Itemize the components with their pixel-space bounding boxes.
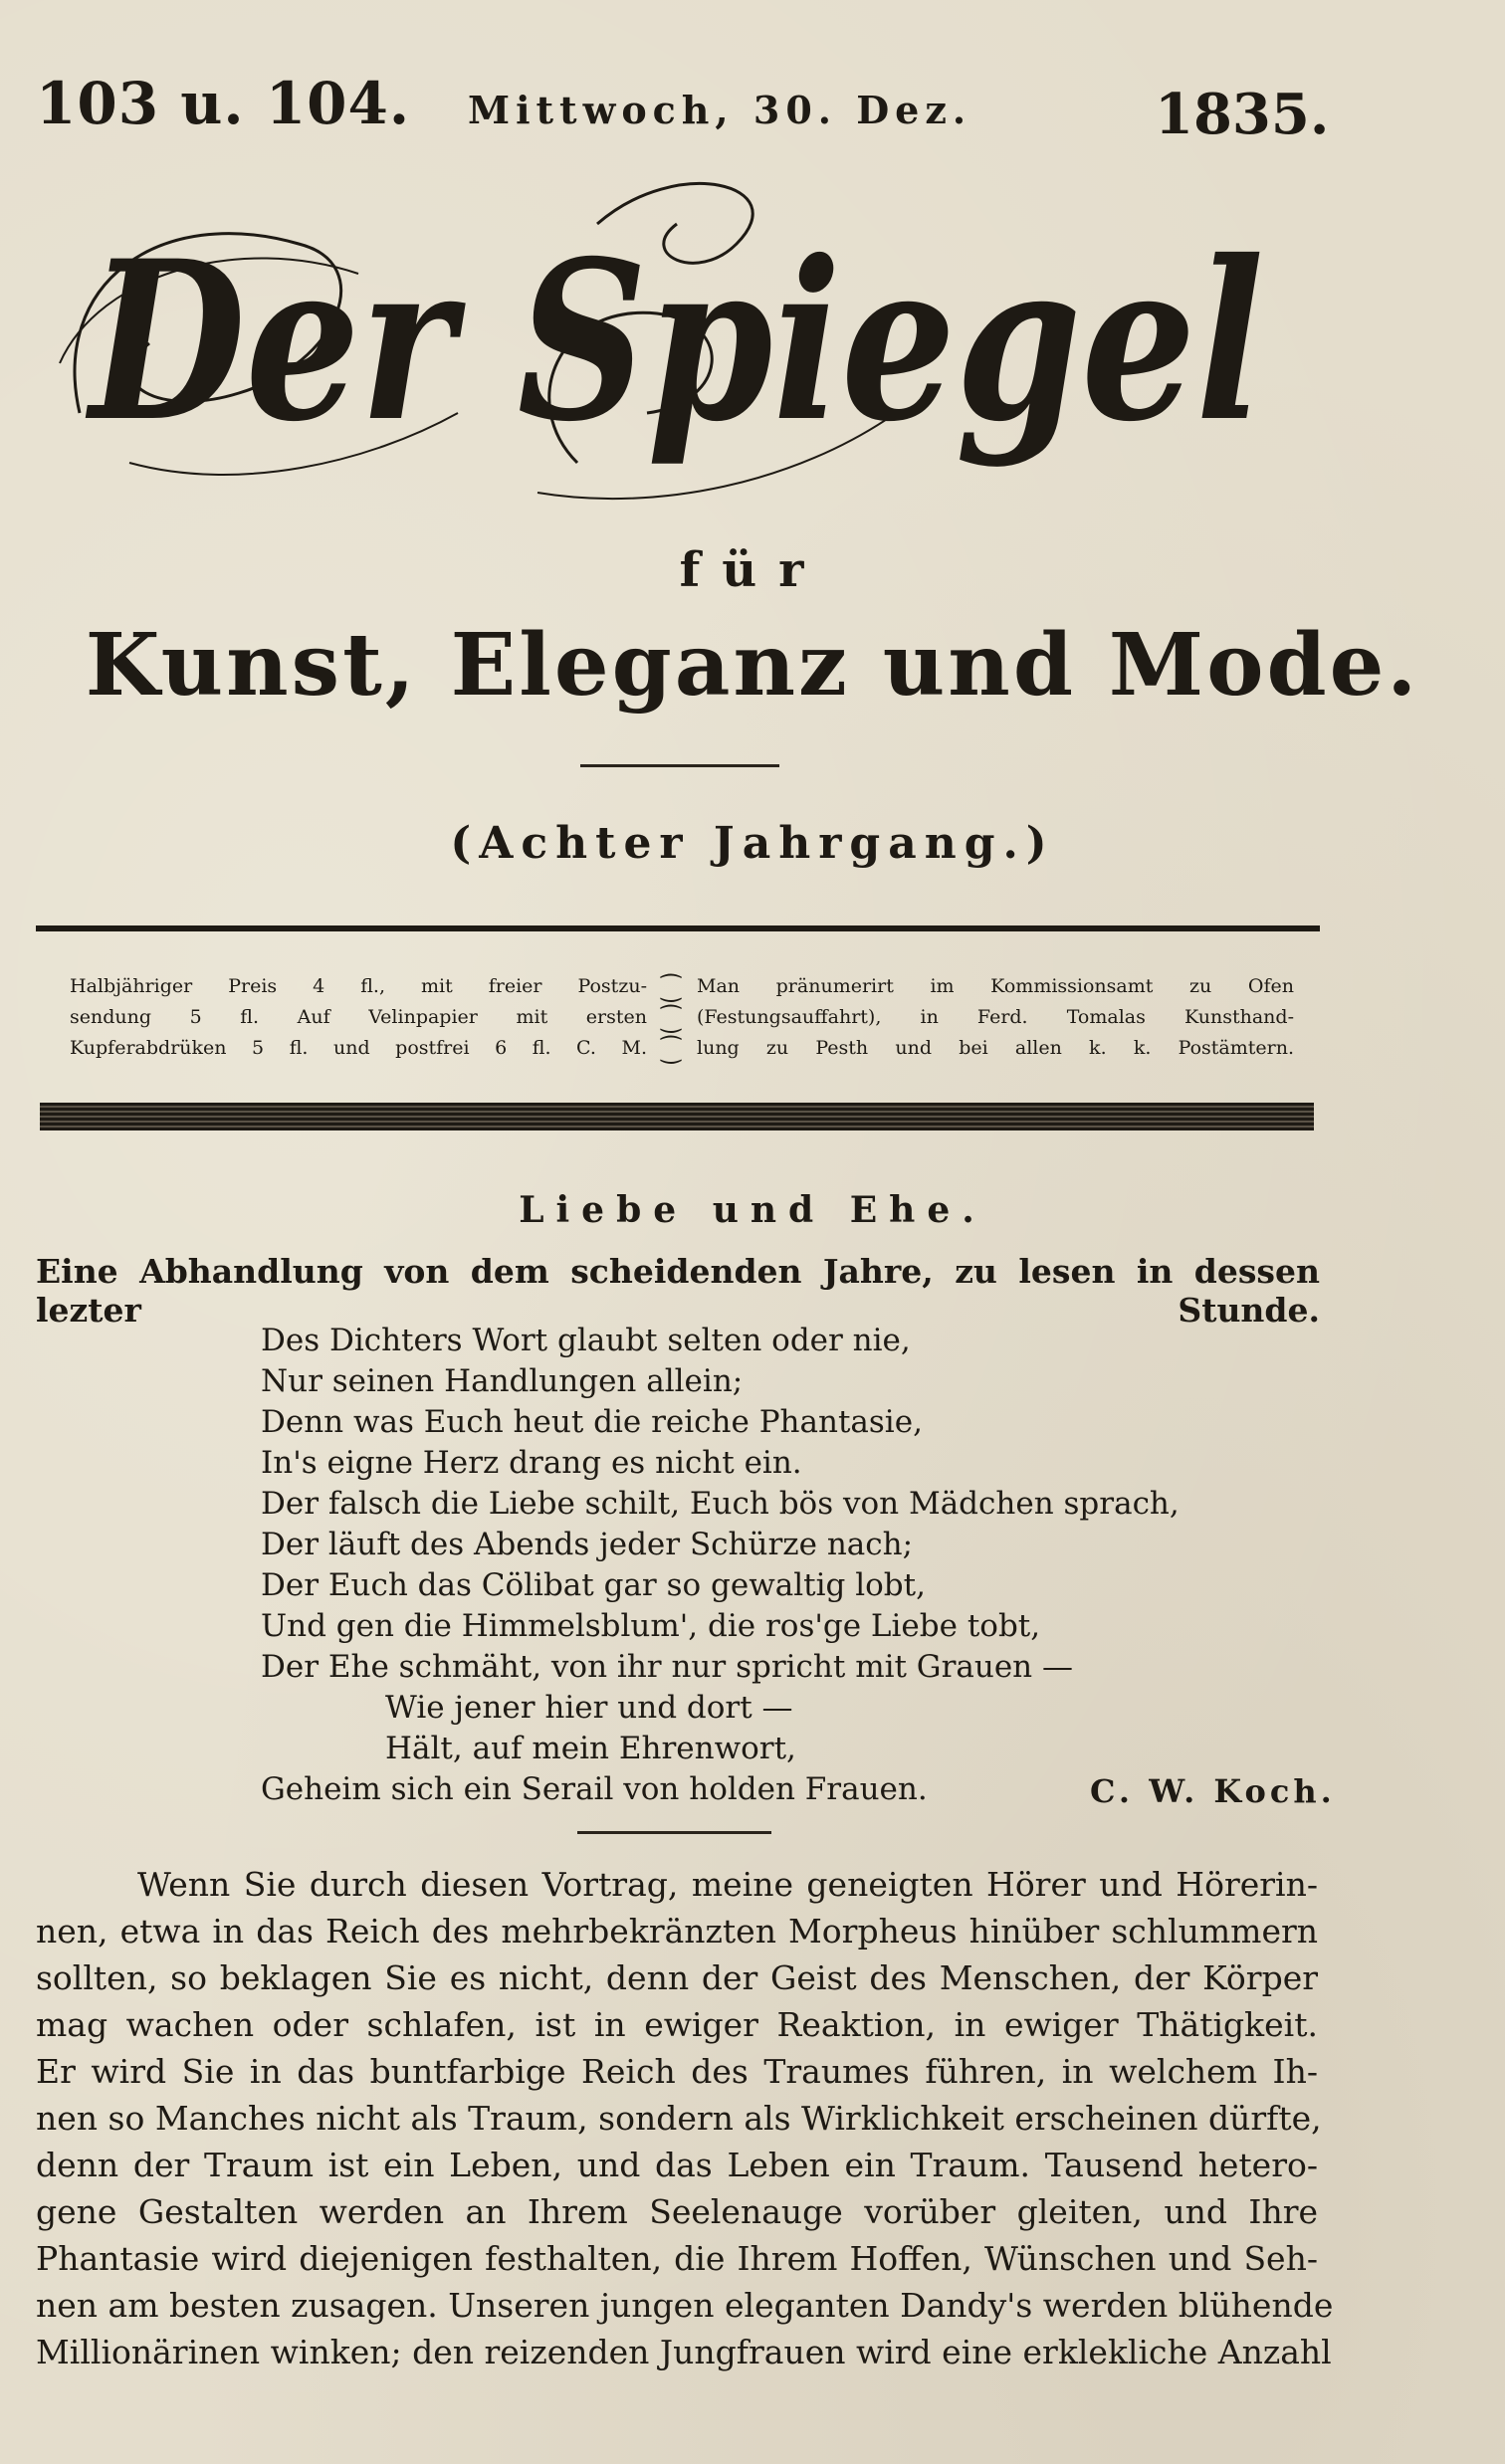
volume-label: (Achter Jahrgang.) [450,818,1055,869]
body-line: gene Gestalten werden an Ihrem Seelenauge vorüber gleiten, und Ihre [36,2192,1318,2231]
divider [577,1831,771,1834]
body-line: denn der Traum ist ein Leben, und das Leben ein Traum. Tausend hetero- [36,2146,1318,2184]
body-line: nen, etwa in das Reich des mehrbekränzten Morpheus hinüber schlummern [36,1912,1318,1951]
body-line: Wenn Sie durch diesen Vortrag, meine geneigten Hörer und Hörerin- [137,1865,1318,1904]
issue-year: 1835. [1155,82,1330,147]
poem-line: Nur seinen Handlungen allein; [261,1363,744,1399]
subscription-line: Kupferabdrüken 5 fl. und postfrei 6 fl. C. M. [70,1037,647,1059]
divider [40,1103,1314,1130]
poem-line: Der Ehe schmäht, von ihr nur spricht mit Grauen — [261,1649,1074,1685]
subscription-line: sendung 5 fl. Auf Velinpapier mit ersten [70,1006,647,1028]
poem-line: Geheim sich ein Serail von holden Frauen. [261,1771,928,1807]
poem-line: Der falsch die Liebe schilt, Euch bös von Mädchen sprach, [261,1486,1180,1522]
body-line: Millionärinen winken; den reizenden Jungfrauen wird eine erklekliche Anzahl [36,2333,1332,2371]
poem-line: Und gen die Himmelsblum', die ros'ge Liebe tobt, [261,1608,1041,1644]
subscription-line: (Festungsauffahrt), in Ferd. Tomalas Kunsthand- [697,1006,1294,1028]
divider [36,925,1320,931]
body-line: sollten, so beklagen Sie es nicht, denn der Geist des Menschen, der Körper [36,1958,1318,1997]
subscription-line: Man pränumerirt im Kommissionsamt zu Ofen [697,975,1294,997]
body-line: Er wird Sie in das buntfarbige Reich des Traumes führen, in welchem Ih- [36,2052,1318,2091]
subscription-price-info [70,971,647,1064]
poem-line: In's eigne Herz drang es nicht ein. [261,1445,802,1481]
body-line: nen so Manches nicht als Traum, sondern als Wirklichkeit erscheinen dürfte, [36,2099,1322,2138]
brace-ornament: ⁐ ⁐ ⁐ [661,974,681,1064]
subscription-line: Halbjähriger Preis 4 fl., mit freier Postzu- [70,975,647,997]
poem-line: Des Dichters Wort glaubt selten oder nie, [261,1323,911,1358]
article-body [36,1861,1334,2375]
subscription-location-info [697,971,1294,1064]
article-title: Liebe und Ehe. [519,1189,986,1231]
poem [261,1321,1180,1810]
body-line: nen am besten zusagen. Unseren jungen eleganten Dandy's werden blühende [36,2286,1334,2325]
poem-line: Der läuft des Abends jeder Schürze nach; [261,1527,914,1562]
poem-author: C. W. Koch. [1090,1772,1336,1810]
masthead-subtitle: Kunst, Eleganz und Mode. [85,615,1420,716]
poem-line: Der Euch das Cölibat gar so gewaltig lobt, [261,1567,926,1603]
issue-number: 103 u. 104. [36,70,411,137]
divider [580,764,779,767]
body-line: Phantasie wird diejenigen festhalten, die Ihrem Hoffen, Wünschen und Seh- [36,2239,1318,2278]
masthead-title-text: Der Spiegel [85,212,1265,470]
poem-line: Wie jener hier und dort — [385,1690,793,1726]
poem-line: Denn was Euch heut die reiche Phantasie, [261,1404,923,1440]
article-subtitle: Eine Abhandlung von dem scheidenden Jahre, zu lesen in dessen lezter Stunde. [36,1252,1320,1330]
issue-date: Mittwoch, 30. Dez. [468,88,972,132]
subscription-line: lung zu Pesth und bei allen k. k. Postämtern. [697,1037,1294,1059]
masthead-fuer: für [679,542,826,598]
masthead-title [40,164,1314,503]
body-line: mag wachen oder schlafen, ist in ewiger Reaktion, in ewiger Thätigkeit. [36,2005,1318,2044]
poem-line: Hält, auf mein Ehrenwort, [385,1731,796,1766]
